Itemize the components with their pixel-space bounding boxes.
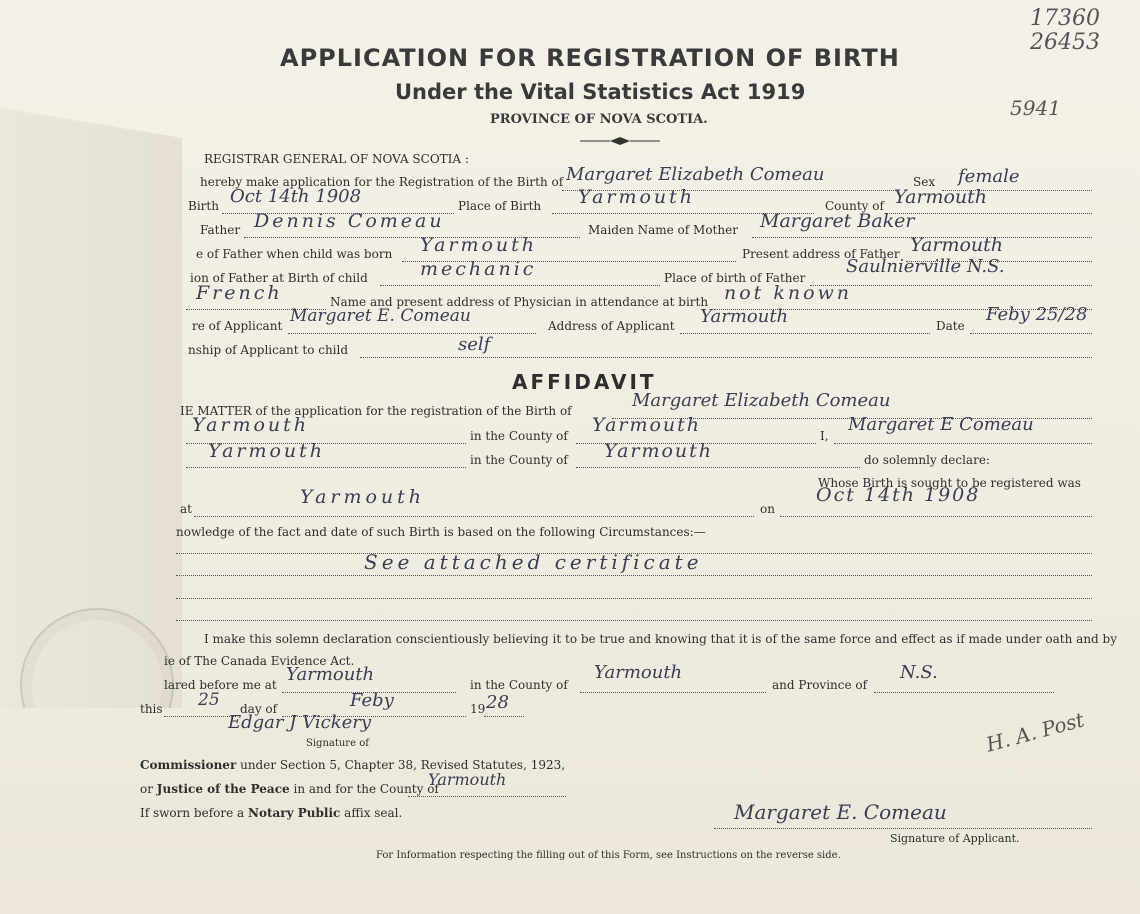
circumstances-line-3 [176,598,1092,599]
intro-label: hereby make application for the Registration of the Birth of [200,175,564,189]
county-2-line [576,467,860,468]
sex-label: Sex [913,175,936,189]
occupation-value: mechanic [420,258,537,280]
father-residence-value: Yarmouth [420,234,538,256]
notary-line [140,806,402,820]
county-value-2: Yarmouth [604,440,714,462]
notary-text-1: If sworn before a [140,806,245,820]
declared-place-value: Yarmouth [286,664,375,685]
justice-text: in and for the County of [293,782,439,796]
of-place-2-line [186,467,466,468]
county-value-1: Yarmouth [592,414,702,436]
justice-line [140,782,439,796]
applicant-name-value: Margaret E. Comeau [290,306,471,326]
circumstances-line-4 [176,620,1092,621]
knowledge-label: nowledge of the fact and date of such Birth is based on the following Circumstances:— [176,525,706,539]
on-label: on [760,502,775,516]
county-label: County of [825,199,884,213]
document-title: APPLICATION FOR REGISTRATION OF BIRTH [280,44,900,72]
declared-county-line [580,692,766,693]
county-line [886,213,1092,214]
of-place-2-value: Yarmouth [208,440,326,462]
declaration-text-1: I make this solemn declaration conscientiously believing it to be true and knowing that it is of the same force and effect as if made under oath and by [204,632,1118,646]
applicant-signature: Margaret E. Comeau [734,800,947,824]
notary-text-2: affix seal. [344,806,403,820]
born-on-value: Oct 14th 1908 [816,484,981,506]
commissioner-signature: Edgar J Vickery [228,712,372,733]
overlapping-sheet [0,108,182,708]
province-value: N.S. [900,662,938,683]
at-label: at [180,502,192,516]
margin-note-ref: 5941 [1010,96,1061,120]
whose-birth-label: Whose Birth is sought to be registered was [818,476,1081,490]
matter-label: IE MATTER of the application for the registration of the Birth of [180,404,572,418]
province-label: and Province of [772,678,868,692]
this-label: this [140,702,163,716]
justice-county-line [408,796,566,797]
circumstances-value: See attached certificate [364,550,703,574]
year-line [484,716,524,717]
child-name-value: Margaret Elizabeth Comeau [566,164,825,185]
footer-note: For Information respecting the filling out of this Form, see Instructions on the reverse side. [376,850,841,861]
applicant-address-line [680,333,930,334]
physician-label: Name and present address of Physician in attendance at birth [330,295,709,309]
father-label: Father [200,223,241,237]
born-on-line [780,516,1092,517]
margin-note-top-2: 26453 [1030,30,1100,55]
county-label-1: in the County of [470,429,568,443]
ornament-divider [580,136,660,146]
place-of-birth-label: Place of Birth [458,199,542,213]
margin-note-top-1: 17360 [1030,6,1100,31]
declared-before-label: lared before me at [164,678,277,692]
embossed-seal [20,608,174,762]
relationship-line [360,357,1092,358]
applicant-address-value: Yarmouth [700,306,789,327]
mother-value: Margaret Baker [760,210,915,232]
father-birthplace-label: Place of birth of Father [664,271,806,285]
applicant-name-line [288,333,536,334]
circumstances-line-2 [176,575,1092,576]
month-value: Feby [350,690,394,711]
born-at-value: Yarmouth [300,486,426,508]
day-line [164,716,236,717]
relationship-label: nship of Applicant to child [188,343,349,357]
racial-value: French [196,282,283,304]
province-line [874,692,1054,693]
relationship-value: self [458,334,491,355]
date-value: Feby 25/28 [986,304,1088,325]
justice-county-value: Yarmouth [428,770,507,789]
day-value: 25 [198,690,220,710]
commissioner-text: under Section 5, Chapter 38, Revised Statutes, 1923, [240,758,566,772]
date-label: Date [936,319,965,333]
declaration-text-2: ie of The Canada Evidence Act. [164,654,355,668]
notary-label: Notary Public [248,806,341,820]
present-address-label: Present address of Father [742,247,900,261]
sex-value: female [958,166,1020,187]
declarant-name: Margaret E Comeau [848,414,1034,435]
addressee-label: REGISTRAR GENERAL OF NOVA SCOTIA : [204,152,469,166]
birth-date-value: Oct 14th 1908 [230,186,362,207]
of-place-1-value: Yarmouth [192,414,310,436]
year-value: 28 [486,692,509,713]
province-heading: PROVINCE OF NOVA SCOTIA. [490,112,708,127]
father-birthplace-value: Saulnierville N.S. [846,256,1005,277]
father-value: Dennis Comeau [254,210,445,232]
born-at-line [194,516,754,517]
signature-of-label: Signature of [306,738,369,749]
applicant-signature-line [714,828,1092,829]
physician-value: not known [724,282,853,304]
declared-county-label: in the County of [470,678,568,692]
place-of-birth-value: Yarmouth [578,186,696,208]
county-value: Yarmouth [894,186,988,208]
declared-county-value: Yarmouth [594,662,683,683]
affidavit-heading: AFFIDAVIT [512,370,657,394]
father-birthplace-line [810,285,1092,286]
occupation-label: ion of Father at Birth of child [190,271,368,285]
or-label: or [140,782,153,796]
date-line [970,333,1092,334]
justice-label: Justice of the Peace [156,782,290,796]
matter-value: Margaret Elizabeth Comeau [632,390,891,411]
mother-label: Maiden Name of Mother [588,223,738,237]
father-residence-label: e of Father when child was born [196,247,393,261]
applicant-address-label: Address of Applicant [548,319,675,333]
margin-note-bottom-right: H. A. Post [983,707,1087,757]
year-prefix: 19 [470,702,486,716]
present-address-value: Yarmouth [910,234,1004,256]
commissioner-label: Commissioner [140,758,237,772]
document-subtitle: Under the Vital Statistics Act 1919 [395,80,806,104]
applicant-signature-label: Signature of Applicant. [890,832,1020,845]
occupation-line [380,285,660,286]
county-label-2: in the County of [470,453,568,467]
birth-date-label: Birth [188,199,219,213]
declare-label: do solemnly declare: [864,453,990,467]
day-of-label: day of [240,702,278,716]
i-label: I, [820,429,829,443]
applicant-name-label: re of Applicant [192,319,283,333]
declarant-line [834,443,1092,444]
